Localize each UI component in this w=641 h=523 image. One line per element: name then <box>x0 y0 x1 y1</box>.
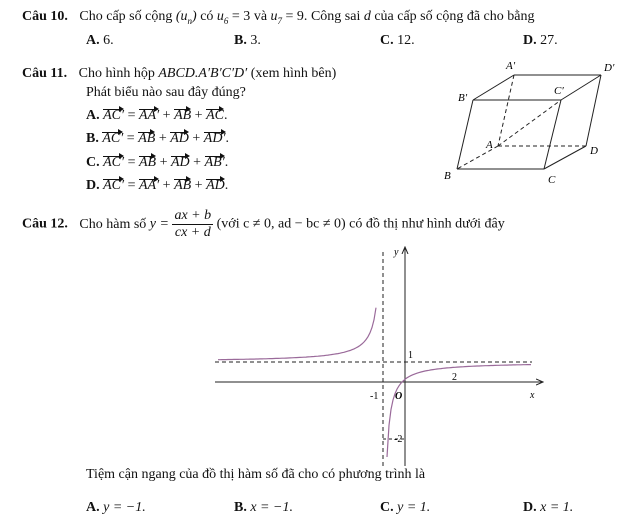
q11-option-d[interactable]: D. AC′ = AA′ + AB + AD. <box>86 178 229 193</box>
q10-seq: $(u_n)$ <box>175 9 197 26</box>
edge-c1c <box>544 100 561 169</box>
q12-option-d[interactable]: D. x = 1. <box>523 500 574 515</box>
vertex-c: C <box>548 174 556 186</box>
vertex-b-prime: B′ <box>458 92 468 104</box>
x-axis-label: x <box>530 390 535 401</box>
q12-fraction <box>172 208 213 241</box>
q10-text-a: Cho cấp số cộng <box>79 9 173 24</box>
q12-question: Tiệm cận ngang của đồ thị hàm số đã cho có phương trình là <box>86 467 426 482</box>
edge-cd <box>544 146 586 169</box>
q10-and: và <box>253 9 268 24</box>
edge-a1b1 <box>473 75 514 100</box>
edge-d1d <box>586 75 601 146</box>
q11-line2: Phát biểu nào sau đây đúng? <box>86 85 246 100</box>
vertex-d: D <box>590 145 598 157</box>
q11-label: Câu 11. <box>22 66 68 81</box>
q10-option-c[interactable]: C. 12. <box>380 33 415 48</box>
q10-option-d[interactable]: D. 27. <box>523 33 558 48</box>
q11-option-a[interactable]: A. AC′ = AA′ + AB + AC. <box>86 108 228 123</box>
vertex-b: B <box>444 170 451 182</box>
q12-y-eq: y = <box>149 216 169 232</box>
q10-text-b: có <box>200 9 214 24</box>
q11-option-c[interactable]: C. AC′ = AB + AD + AB′. <box>86 155 229 170</box>
edge-b1b <box>457 100 473 169</box>
q10-option-b[interactable]: B. 3. <box>234 33 261 48</box>
q12-condition: (với c ≠ 0, ad − bc ≠ 0) <box>216 216 346 232</box>
q10-text-d: của cấp số cộng đã cho bằng <box>374 9 535 24</box>
q10-text-c: Công sai <box>310 9 361 24</box>
q10-d: d <box>363 9 371 24</box>
q10-label: Câu 10. <box>22 9 68 24</box>
q10-u7: $u_7 = 9$. <box>270 9 308 26</box>
tick-x-2: 2 <box>452 372 457 383</box>
q12-stem: Câu 12. Cho hàm số y = $\frac{ax + b}{cx + d}$ (với c ≠ 0, ad − bc ≠ 0) có đồ thị như hình dưới đây <box>22 208 505 241</box>
tick-y-1: 1 <box>408 350 413 361</box>
q10-option-a[interactable]: A. 6. <box>86 33 114 48</box>
q11-stem: Câu 11. Cho hình hộp ABCD.A′B′C′D′ (xem hình bên) <box>22 66 337 81</box>
q11-solid-name: ABCD.A′B′C′D′ <box>158 66 248 81</box>
origin-label: O <box>395 391 403 402</box>
edge-a1a <box>498 75 514 146</box>
y-axis-label: y <box>394 247 399 258</box>
curve-right-branch <box>387 365 531 457</box>
q12-option-a[interactable]: A. y = −1. <box>86 500 146 515</box>
q10-stem <box>22 9 535 26</box>
hyperbola-graph <box>210 242 550 468</box>
parallelepiped-figure <box>440 58 630 188</box>
tick-x-neg1: -1 <box>370 391 379 402</box>
q12-option-c[interactable]: C. y = 1. <box>380 500 431 515</box>
vertex-a: A <box>486 139 493 151</box>
tick-y-neg2: -2 <box>394 434 403 445</box>
curve-left-branch <box>218 308 376 360</box>
q12-label: Câu 12. <box>22 216 68 232</box>
vertex-c-prime: C′ <box>554 85 564 97</box>
vertex-a-prime: A′ <box>506 60 516 72</box>
vertex-d-prime: D′ <box>604 62 615 74</box>
q11-option-b[interactable]: B. AC′ = AB + AD + AD′. <box>86 131 230 146</box>
q10-u6: $u_6 = 3$ <box>216 9 251 26</box>
q12-denominator: cx + d <box>174 225 211 241</box>
q12-numerator: ax + b <box>172 208 213 225</box>
q12-option-b[interactable]: B. x = −1. <box>234 500 293 515</box>
edge-d1c1 <box>561 75 601 100</box>
